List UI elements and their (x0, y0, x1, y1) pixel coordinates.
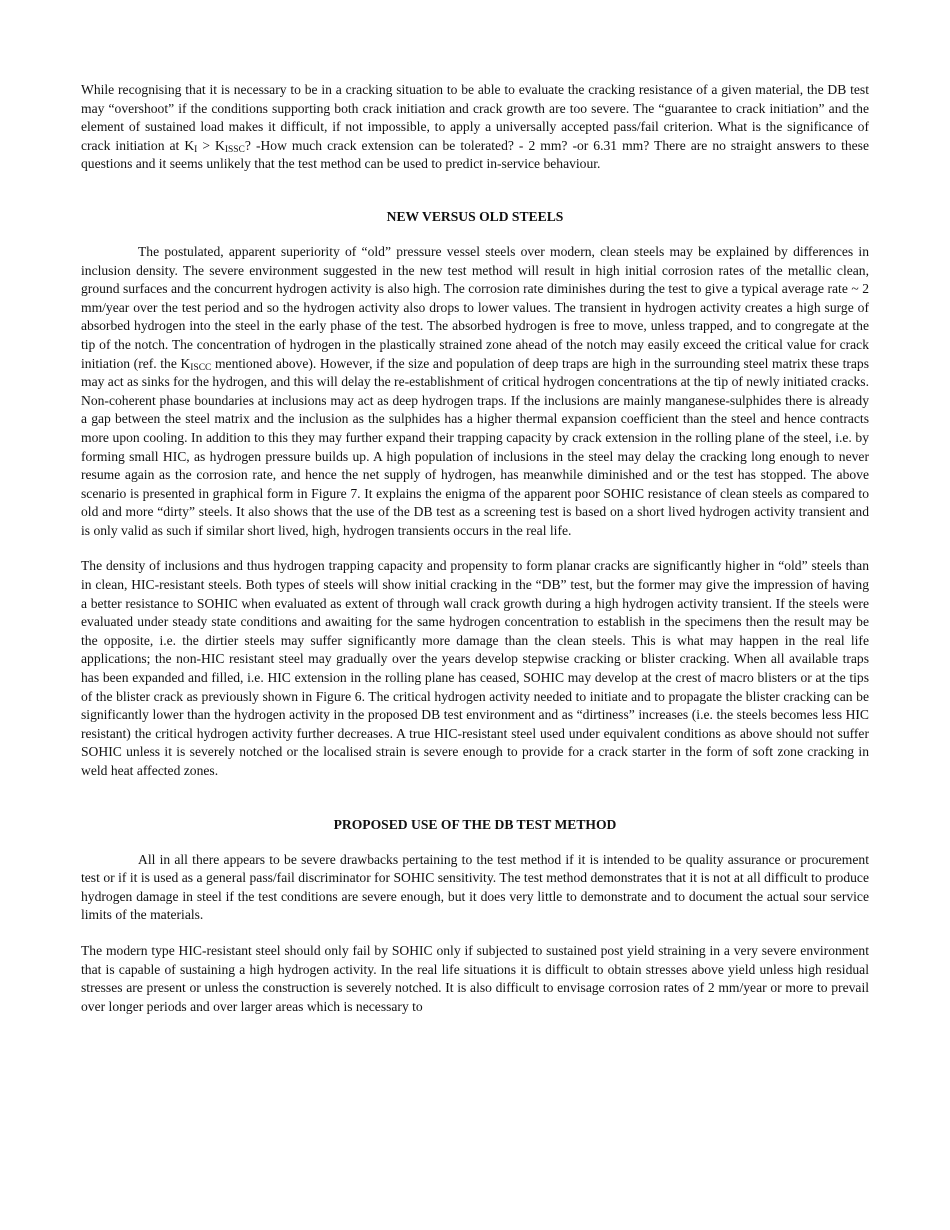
subscript-iscc: ISCC (190, 362, 212, 373)
paragraph-drawbacks: All in all there appears to be severe drawbacks pertaining to the test method if it is intended to be quality assurance or procurement test or if it is used as a general pass/fail discriminator for SOHIC sensitivity. The test method demonstrates that it is not at all difficult to produce hydrogen damage in steel if the test conditions are severe enough, but it does very little to demonstrate and to document the actual sour service limits of the materials. (81, 851, 869, 923)
paragraph-hydrogen-trapping: The density of inclusions and thus hydrogen trapping capacity and propensity to form planar cracks are significantly higher in “old” steels than in clean, HIC-resistant steels. Both types of steels will show initial cracking in the “DB” test, but the former may give the impression of having a better resistance to SOHIC when evaluated as extent of through wall crack growth during a high hydrogen activity transient. If the steels were evaluated under steady state conditions and awaiting for the same hydrogen concentration to establish in the specimens then the result may be the opposite, i.e. the dirtier steels may suffer significantly more damage than the clean steels. This is what may happen in the real life applications; the non-HIC resistant steel may gradually over the years develop stepwise cracking or blister cracking. When all available traps has been expanded and filled, i.e. HIC extension in the rolling plane has ceased, SOHIC may develop at the crest of macro blisters or at the tips of the blister crack as previously shown in Figure 6. The critical hydrogen activity needed to initiate and to propagate the blister cracking can be significantly lower than the hydrogen activity in the proposed DB test environment and as “dirtiness” increases (i.e. the steels becomes less HIC resistant) the critical hydrogen activity further decreases. A true HIC-resistant steel used under equivalent conditions as above should not suffer SOHIC unless it is severely notched or the localised strain is severe enough to provide for a crack starter in the form of soft zone cracking in weld heat affected zones. (81, 558, 869, 778)
section-heading-new-versus-old-steels: NEW VERSUS OLD STEELS (386, 208, 564, 224)
section-heading-proposed-use: PROPOSED USE OF THE DB TEST METHOD (333, 816, 617, 832)
document-page (81, 81, 869, 1016)
paragraph-db-test-overshoot: While recognising that it is necessary to be in a cracking situation to be able to evaluate the cracking resistance of a given material, the DB test may “overshoot” if the conditions supporting both crack initiation and crack growth are too severe. The “guarantee to crack initiation” and the element of sustained load makes it difficult, if not impossible, to apply a universally accepted pass/fail criterion. What is the significance of crack initiation at $K_I > K_{ISSC}$? -How much crack extension can be tolerated? - 2 mm? -or 6.31 mm? There are no straight answers to these questions and it seems unlikely that the test method can be used to predict in-service behaviour. (81, 82, 869, 172)
subscript-i: I (194, 144, 198, 155)
subscript-issc: ISSC (224, 144, 245, 155)
paragraph-modern-steel: The modern type HIC-resistant steel should only fail by SOHIC only if subjected to sustained post yield straining in a very severe environment that is capable of sustaining a high hydrogen activity. In the real life situations it is difficult to obtain stresses above yield unless high residual stresses are present or unless the construction is severely notched. It is also difficult to envisage corrosion rates of 2 mm/year or more to prevail over longer periods and over larger areas which is necessary to (81, 942, 869, 1014)
paragraph-inclusion-density: The postulated, apparent superiority of “old” pressure vessel steels over modern, clean steels may be explained by differences in inclusion density. The severe environment suggested in the new test method will result in high initial corrosion rates of the metallic clean, ground surfaces and the concurrent hydrogen activity is also high. The corrosion rate diminishes during the test to give a typical average rate ~ 2 mm/year over the test period and so the hydrogen activity also drops to lower values. The transient in hydrogen activity creates a high surge of absorbed hydrogen into the steel in the early phase of the test. The absorbed hydrogen is free to move, unless trapped, and to congregate at the tip of the notch. The concentration of hydrogen in the plastically strained zone ahead of the notch may easily exceed the critical value for crack initiation (ref. the $K_{ISCC}$ mentioned above). However, if the size and population of deep traps are high in the surrounding steel matrix these traps may act as sinks for the hydrogen, and this will delay the re-establishment of critical hydrogen concentrations at the tip of newly initiated cracks. Non-coherent phase boundaries at inclusions may act as deep hydrogen traps. If the inclusions are mainly manganese-sulphides there is already a gap between the steel matrix and the inclusion as the sulphides has a higher thermal expansion coefficient than the steel and hence contracts more upon cooling. In addition to this they may further expand their trapping capacity by crack extension in the rolling plane of the steel, i.e. by forming small HIC, as hydrogen pressure builds up. A high population of inclusions in the steel may delay the cracking long enough to never resume again as the corrosion rate, and hence the net supply of hydrogen, has meanwhile diminished and or the test has stopped. The above scenario is presented in graphical form in Figure 7. It explains the enigma of the apparent poor SOHIC resistance of clean steels as compared to old and more “dirty” steels. It also shows that the use of the DB test as a screening test is based on a short lived hydrogen activity transient and is only valid as such if similar short lived, high, hydrogen transients occurs in the real life. (81, 243, 870, 538)
